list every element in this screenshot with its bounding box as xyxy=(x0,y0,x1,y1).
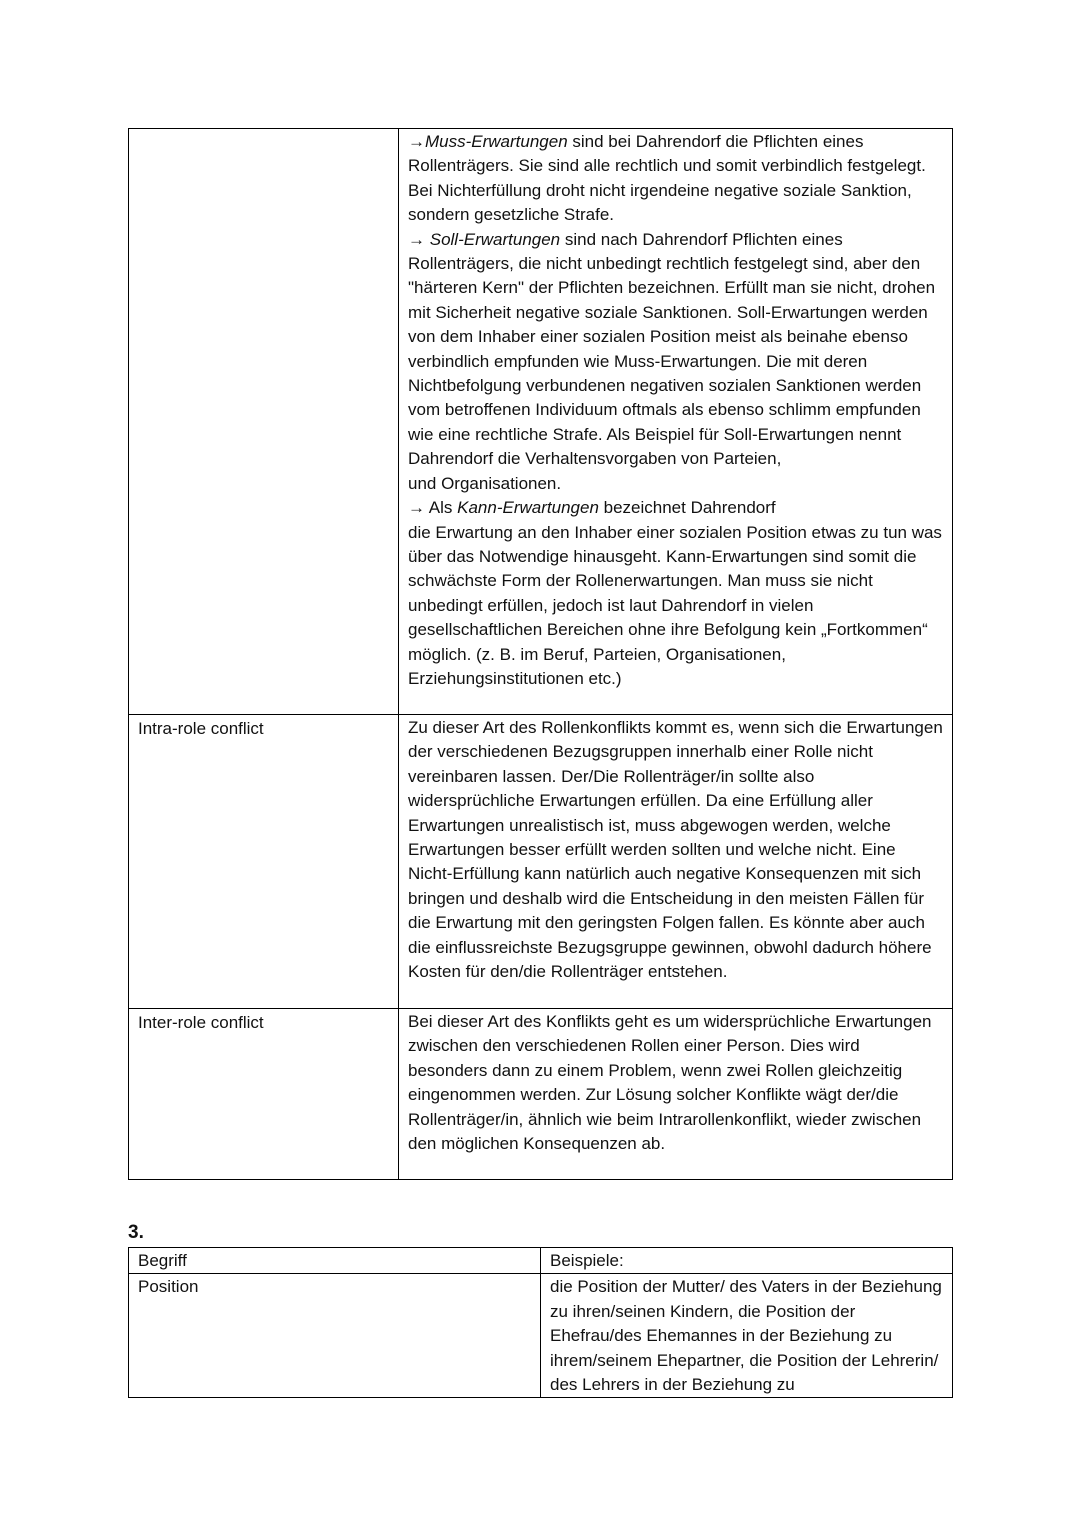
table-header-row xyxy=(129,1248,953,1274)
arrow-right-icon: → xyxy=(408,229,430,249)
kann-paragraph xyxy=(408,496,943,520)
description-cell-inter-role: Bei dieser Art des Konflikts geht es um widersprüchliche Erwartungen zwischen den verschiedenen Rollen einer Person. Dies wird besonders dann zu einem Problem, wenn zwei Rollen gleichzeitig eingenommen werden. Zur Lösung solcher Konflikte wägt der/die Rollenträger/in, ähnlich wie beim Intrarollenkonflikt, wieder zwischen den möglichen Konsequenzen ab. xyxy=(399,1009,953,1180)
arrow-right-icon: → xyxy=(408,498,429,518)
description-cell-intra-role: Zu dieser Art des Rollenkonflikts kommt es, wenn sich die Erwartungen der verschiedenen Bezugsgruppen innerhalb einer Rolle nicht vereinbaren lassen. Der/Die Rollenträger/in sollte also widersprüchliche Erwartungen erfüllen. Da eine Erfüllung aller Erwartungen unrealistisch ist, muss abgewogen werden, welche Erwartungen besser erfüllt werden sollten und welche nicht. Eine Nicht-Erfüllung kann natürlich auch negative Konsequenzen mit sich bringen und deshalb wird die Entscheidung in den meisten Fällen für die Erwartung mit den geringsten Folgen fallen. Es könnte aber auch die einflussreichste Bezugsgruppe gewinnen, obwohl dadurch höhere Kosten für den/die Rollenträger entstehen. xyxy=(399,715,953,1009)
kann-paragraph-continued: die Erwartung an den Inhaber einer sozialen Position etwas zu tun was über das Notwendige hinausgeht. Kann-Erwartungen sind somit die schwächste Form der Rollenerwartungen. Man muss sie nicht unbedingt erfüllen, jedoch ist laut Dahrendorf in vielen gesellschaftlichen Bereichen ohne ihre Befolgung kein „Fortkommen“ möglich. (z. B. im Beruf, Parteien, Organisationen, Erziehungsinstitutionen etc.) xyxy=(408,522,942,688)
muss-paragraph xyxy=(408,130,943,228)
section-number: 3. xyxy=(128,1222,144,1243)
kann-term: Kann-Erwartungen xyxy=(457,498,599,518)
roles-table xyxy=(128,128,953,1180)
example-cell-position: die Position der Mutter/ des Vaters in der Beziehung zu ihren/seinen Kindern, die Position der Ehefrau/des Ehemannes in der Beziehung zu ihrem/seinem Ehepartner, die Position der Lehrerin/ des Lehrers in der Beziehung zu xyxy=(541,1274,953,1398)
soll-term: Soll-Erwartungen xyxy=(429,229,561,249)
term-cell-empty xyxy=(129,129,399,715)
muss-text: sind bei Dahrendorf die Pflichten eines Rollenträgers. Sie sind alle rechtlich und somit verbindlich festgelegt. Bei Nichterfüllung droht nicht irgendeine negative soziale Sanktion, sondern gesetzliche Strafe. xyxy=(408,132,926,225)
table-row-position xyxy=(129,1274,953,1398)
table-row-expectations xyxy=(129,129,953,715)
kann-prefix: Als xyxy=(428,498,458,518)
soll-paragraph-continued: und Organisationen. xyxy=(408,473,562,493)
header-begriff: Begriff xyxy=(129,1248,541,1274)
arrow-right-icon: → xyxy=(408,132,425,151)
terms-examples-table xyxy=(128,1247,953,1398)
description-cell-expectations xyxy=(399,129,953,715)
term-cell-inter-role: Inter-role conflict xyxy=(129,1009,399,1180)
term-cell-position: Position xyxy=(129,1274,541,1398)
header-beispiele: Beispiele: xyxy=(541,1248,953,1274)
table-row-intra-role xyxy=(129,715,953,1009)
soll-paragraph xyxy=(408,228,943,472)
table-row-inter-role xyxy=(129,1009,953,1180)
soll-text: sind nach Dahrendorf Pflichten eines Rollenträgers, die nicht unbedingt rechtlich festgelegt sind, aber den "härteren Kern" der Pflichten bezeichnen. Erfüllt man sie nicht, drohen mit Sicherheit negative soziale Sanktionen. Soll-Erwartungen werden von dem Inhaber einer sozialen Position meist als beinahe ebenso verbindlich empfunden wie Muss-Erwartungen. Die mit deren Nichtbefolgung verbundenen negativen sozialen Sanktionen werden vom betroffenen Individuum oftmals als ebenso schlimm empfunden wie eine rechtliche Strafe. Als Beispiel für Soll-Erwartungen nennt Dahrendorf die Verhaltensvorgaben von Parteien, xyxy=(408,229,936,469)
term-cell-intra-role: Intra-role conflict xyxy=(129,715,399,1009)
kann-text: bezeichnet Dahrendorf xyxy=(598,498,776,518)
muss-term: Muss-Erwartungen xyxy=(425,132,568,151)
